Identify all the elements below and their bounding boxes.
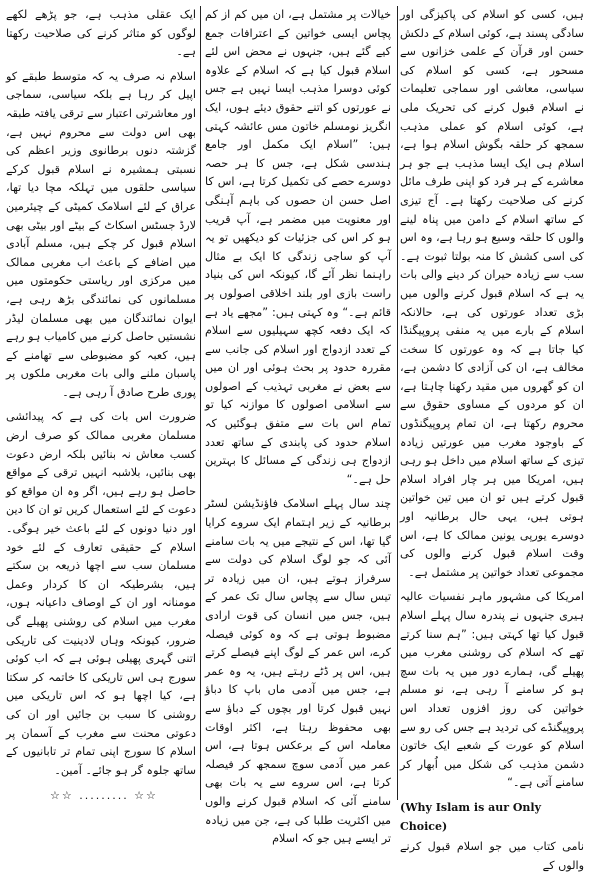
column-divider (397, 6, 398, 800)
paragraph: ہیں، کسی کو اسلام کی پاکیزگی اور سادگی پسند ہے، کوئی اسلام کے دلکش حسن اور قرآن کے علمی خزانوں سے مسحور ہے، کسی کو اسلام کی سیاسی، معاشی اور سماجی تعلیمات نے اسلام قبول کرنے کی تحریک ملی ہے، کوئی اسلام کو عملی مذہب سمجھ کر حلقہ بگوش اسلام ہوا ہے، اسلام ہی ایک ایسا مذہب ہے جو ہر معاشرے کے ہر فرد کو اپنی طرف مائل کرنے کی صلاحیت رکھتا ہے۔ آج تیزی کے ساتھ اسلام کے دامن میں پناہ لینے والوں کا حلقہ وسیع ہو رہا ہے، وہ اس کی اسی کشش کا منہ بولتا ثبوت ہے۔ سب سے زیادہ حیران کر دینے والی بات یہ ہے کہ اسلام قبول کرنے والوں میں بڑی تعداد عورتوں کی ہے، حالانکہ اسلام کے بارے میں یہ منفی پروپیگنڈا کیا جاتا ہے کہ وہ عورتوں کا سخت مخالف ہے، ان کی آزادی کا دشمن ہے، ان کو گھروں میں مقید رکھنا چاہتا ہے، ان کو مردوں کے مساوی حقوق سے محروم رکھتا ہے، ان تمام پروپیگنڈوں کے باوجود مغرب میں عورتیں زیادہ تیزی کے ساتھ اسلام میں داخل ہو رہی ہیں، امریکا میں ہر چار افراد اسلام قبول کرتے ہیں تو ان میں تین خواتین ہوتی ہیں، یہی حال برطانیہ اور دوسرے یورپی یونین ممالک کا ہے، اس وقت اسلام قبول کرنے والوں کی مجموعی تعداد خواتین پر مشتمل ہے۔ (400, 8, 584, 579)
paragraph: امریکا کی مشہور ماہر نفسیات عالیہ ہیری جنہوں نے پندرہ سال پہلے اسلام قبول کیا تھا کہتی ہیں: ”ہم سنا کرتے تھے کہ اسلام کی روشنی مغرب میں پھیلے گی، ہمارے دور میں یہ بات سچ ہو کر سامنے آ رہی ہے، نو مسلم خواتین کی روز افزوں تعداد اس پروپیگنڈے کی تردید ہے جس کی رو سے اسلام کو عورت کے شعبے ایک خاتون دشمن مذہب کی شکل میں اُبھار کر سامنے آتی ہے۔“ (400, 590, 584, 790)
article-column-right (400, 6, 584, 872)
book-title-english: (Why Islam is aur Only Choice) (400, 800, 541, 833)
paragraph: ضرورت اس بات کی ہے کہ پیدائشی مسلمان مغربی ممالک کو صرف ارض کسب معاش نہ بنائیں بلکہ ارض دعوت بھی بنائیں، بلاشبہ انہیں ترقی کے مواقع حاصل ہو رہے ہیں، اگر وہ ان مواقع کو دعوت کے لئے استعمال کریں تو ان کا دین اور دنیا دونوں کے لئے باعث خیر ہوگی۔ اسلام کے حقیقی تعارف کے لئے خود مسلمان سب سے اچھا ذریعہ بن سکتے ہیں، بشرطیکہ ان کا کردار وعمل مومنانہ اور ان کے اوصاف داعیانہ ہوں، مغرب میں اسلام کی روشنی پھیلے گی ضرور، کیونکہ وہاں لادینیت کی تاریکی اتنی گہری پھیلی ہوئی ہے کہ اب کوئی سورج ہی اس تاریکی کا خاتمہ کر سکتا ہے، کیا اچھا ہو کہ اس تاریکی میں روشنی کا سبب بن جائیں اور ان کی دعوتی محنت سے مغرب کے آسمان پر اسلام کا سورج اپنی تمام تر تابانیوں کے ساتھ جلوہ گر ہو جائے۔ آمین۔ (6, 410, 196, 777)
article-column-middle (205, 6, 391, 846)
paragraph: خیالات پر مشتمل ہے، ان میں کم از کم پچاس ایسی خواتین کے اعترافات جمع کیے گئے ہیں، جنہوں نے محض اس لئے اسلام قبول کیا ہے کہ اسلام کے علاوہ کوئی دوسرا مذہب ایسا نہیں ہے جس نے عورتوں کو اتنے حقوق دیئے ہوں، ایک انگریز نومسلم خاتون مس عائشہ کہتی ہیں: ”اسلام ایک مکمل اور جامع ہندسی شکل ہے، جس کا ہر حصہ دوسرے حصے کی تکمیل کرتا ہے، اس کا اصل حسن ان حصوں کی باہم آہنگی اور معنویت میں مضمر ہے، آپ قریب ہو کر اس کی جزئیات کو دیکھیں تو یہ آپ کو ساجی زندگی کا ایک بے مثال راہنما نظر آئے گا، کیونکہ اس کی بنیاد راست بازی اور بلند اخلاقی اصولوں پر قائم ہے۔“ وہ کہتی ہیں: ”مجھے یاد ہے کہ ایک دفعہ کچھ سہیلیوں سے اسلام کے تعدد ازدواج اور اسلام کی جانب سے مقررہ حدود پر بحث ہوئی اور ان میں سے بعض نے مغربی تہذیب کے اصولوں سے اسلامی اصولوں کا موازنہ کیا تو تمام اس بات سے متفق ہوگئیں کہ اسلام حدود کی پابندی کے ساتھ تعدد ازدواج ہی زندگی کے مسائل کا بہترین حل ہے۔“ (205, 8, 391, 486)
paragraph: اسلام نہ صرف یہ کہ متوسط طبقے کو اپیل کر رہا ہے بلکہ سیاسی، سماجی اور معاشرتی اعتبار سے ترقی یافتہ طبقہ بھی اس دولت سے محروم نہیں ہے، گزشتہ دنوں برطانوی وزیر اعظم کی نسبتی ہمشیرہ نے اسلام قبول کرکے سیاسی حلقوں میں تہلکہ مچا دیا تھا، عراق کے لئے اسلامک کمیٹی کے چیئرمین لارڈ جسٹس اسکاٹ کے بیٹے اور بیٹی بھی اسلام قبول کر چکے ہیں، مسلم آبادی میں اضافے کے باعث اب مغربی ممالک میں مرکزی اور ریاستی حکومتوں میں مسلمانوں کی نمائندگی بڑھ رہی ہے، ایوان نمائندگان میں بھی مسلمان لیڈر نشستیں حاصل کرنے میں کامیاب ہو رہے ہیں، کعبہ کو مضبوطی سے تھامنے کے پاسبان ملنے والی بات مغربی ملکوں پر پوری طرح صادق آ رہی ہے۔ (6, 69, 196, 399)
column-divider (200, 6, 201, 800)
paragraph: چند سال پہلے اسلامک فاؤنڈیشن لسٹر برطانیہ کے زیر اہتمام ایک سروے کرایا گیا تھا، اس کے نتیجے میں یہ بات سامنے آئی کہ جو لوگ اسلام کی دولت سے سرفراز ہوتے ہیں، ان میں زیادہ تر تیس سال سے پچاس سال تک عمر کے ہیں، جس میں انسان کی قوت ارادی مضبوط ہوتی ہے کہ وہ کوئی فیصلہ کرے، اس عمر کے لوگ اپنے فیصلے کرتے ہیں، اس پر ڈٹے رہتے ہیں، یہ وہ عمر ہے، جس میں آدمی ماں باپ کا دباؤ نہیں قبول کرتا اور بچوں کے دباؤ سے بھی محفوظ رہتا ہے، اکثر اوقات معاملہ اس کے برعکس ہوتا ہے، اس عمر میں آدمی سوچ سمجھ کر فیصلہ کرتا ہے، اس سروے سے یہ بات بھی سامنے آئی کہ اسلام قبول کرنے والوں میں اکثریت طلبا کی ہے، جن میں زیادہ تر ایسے ہیں جو کہ اسلام (205, 497, 391, 846)
paragraph: ایک عقلی مذہب ہے، جو پڑھے لکھے لوگوں کو متاثر کرنے کی صلاحیت رکھتا ہے۔ (6, 8, 196, 59)
paragraph: نامی کتاب میں جو اسلام قبول کرنے والوں کے (400, 840, 584, 872)
end-ornament: ☆☆ ......... ☆☆ (50, 789, 158, 802)
article-column-left (6, 6, 196, 800)
